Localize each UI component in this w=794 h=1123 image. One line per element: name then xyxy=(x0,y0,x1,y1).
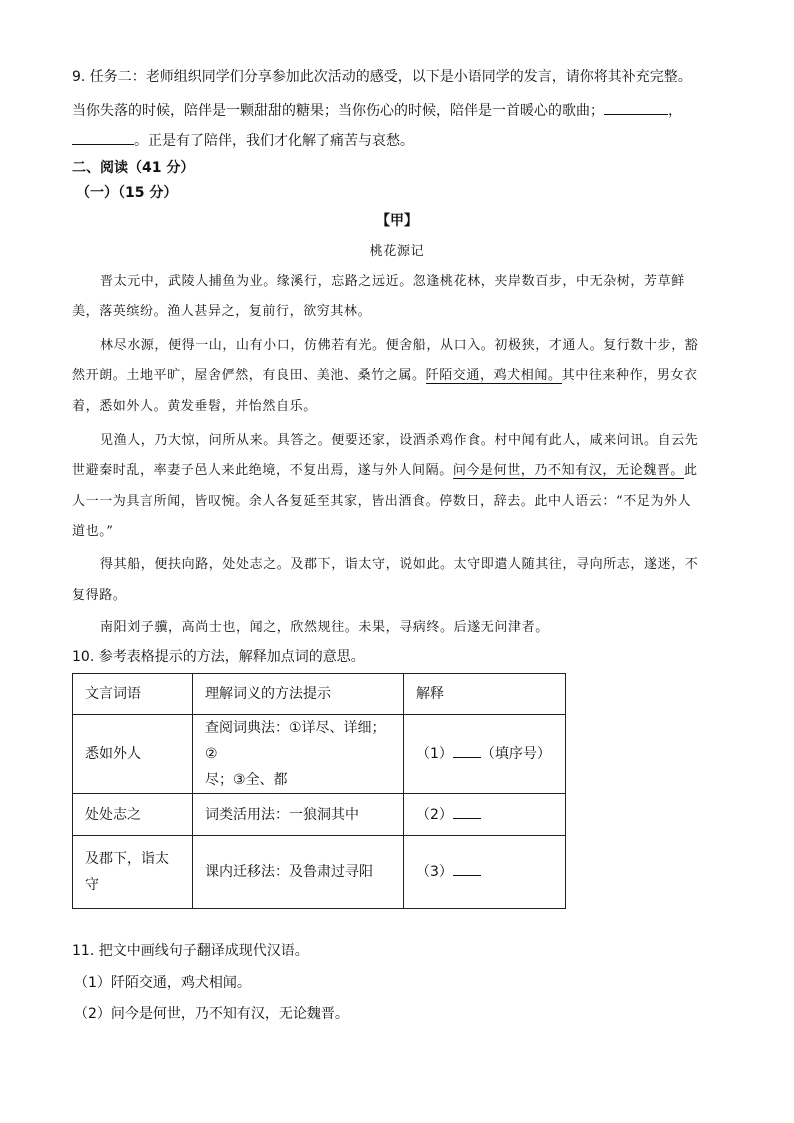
word-text: 及郡下，诣太 xyxy=(85,851,169,867)
answer-blank[interactable] xyxy=(72,131,134,145)
answer-number: （3） xyxy=(416,864,453,880)
q11-item: （2）问今是何世，乃不知有汉，无论魏晋。 xyxy=(74,1006,349,1022)
word-text: 守 xyxy=(85,877,99,893)
answer-number: （1） xyxy=(416,746,453,762)
table-row xyxy=(73,715,566,794)
table-header: 理解词义的方法提示 xyxy=(193,674,404,715)
underlined-sentence: 问今是何世，乃不知有汉，无论魏晋。 xyxy=(452,463,685,478)
passage-line: 见渔人，乃大惊，问所从来。具答之。便要还家，设酒杀鸡作食。村中闻有此人，咸来问讯。自云先 xyxy=(100,433,699,448)
table-cell-answer xyxy=(404,715,566,794)
passage-text: 此 xyxy=(684,463,698,478)
passage-line: 晋太元中，武陵人捕鱼为业。缘溪行，忘路之远近。忽逢桃花林，夹岸数百步，中无杂树，芳草鲜 xyxy=(100,274,685,289)
vocab-table xyxy=(72,673,566,909)
answer-note: （填序号） xyxy=(480,746,551,762)
passage-text: 其中往来种作，男女衣 xyxy=(561,368,698,383)
table-cell-word: 处处志之 xyxy=(73,794,193,836)
table-cell-method: 词类活用法：一狼洞其中 xyxy=(193,794,404,836)
q9-prompt: 9. 任务二：老师组织同学们分享参加此次活动的感受，以下是小语同学的发言，请你将其补充完整。 xyxy=(72,69,692,85)
subsection-heading: （一）（15 分） xyxy=(76,185,178,201)
answer-blank[interactable] xyxy=(604,101,668,115)
q11-item: （1）阡陌交通，鸡犬相闻。 xyxy=(74,975,251,991)
table-cell-method xyxy=(193,715,404,794)
section-heading: 二、阅读（41 分） xyxy=(72,160,195,176)
table-cell-answer xyxy=(404,794,566,836)
passage-line: 得其船，便扶向路，处处志之。及郡下，诣太守，说如此。太守即遣人随其往，寻向所志，遂迷，不 xyxy=(100,557,699,572)
passage-text: 然开朗。土地平旷，屋舍俨然，有良田、美池、桑竹之属。 xyxy=(72,368,426,383)
passage-line: 人一一为具言所闻，皆叹惋。余人各复延至其家，皆出酒食。停数日，辞去。此中人语云：“不足为外人 xyxy=(72,494,692,509)
passage-text: 世避秦时乱，率妻子邑人来此绝境，不复出焉，遂与外人间隔。 xyxy=(72,463,453,478)
passage-line: 林尽水源，便得一山，山有小口，仿佛若有光。便舍船，从口入。初极狭，才通人。复行数十步，豁 xyxy=(100,338,699,353)
q9-sentence-line xyxy=(72,101,682,120)
q9-sentence-end: 。正是有了陪伴，我们才化解了痛苦与哀愁。 xyxy=(134,133,414,149)
answer-blank[interactable] xyxy=(453,862,481,876)
answer-number: （2） xyxy=(416,806,453,823)
q11-prompt: 11. 把文中画线句子翻译成现代汉语。 xyxy=(72,943,309,959)
passage-line: 美，落英缤纷。渔人甚异之，复前行，欲穷其林。 xyxy=(72,304,372,319)
answer-blank[interactable] xyxy=(453,805,481,819)
passage-line xyxy=(72,367,698,385)
table-cell-method: 课内迁移法：及鲁肃过寻阳 xyxy=(193,836,404,909)
table-header: 解释 xyxy=(404,674,566,715)
table-cell-answer xyxy=(404,836,566,909)
q9-sentence-line-2 xyxy=(72,131,414,150)
table-row xyxy=(73,836,566,909)
passage-line: 道也。” xyxy=(72,524,114,539)
passage-line xyxy=(72,462,698,480)
table-row xyxy=(73,794,566,836)
table-header: 文言词语 xyxy=(73,674,193,715)
passage-line: 着，悉如外人。黄发垂髫，并怡然自乐。 xyxy=(72,399,317,414)
table-cell-word: 悉如外人 xyxy=(73,715,193,794)
q10-prompt: 10. 参考表格提示的方法，解释加点词的意思。 xyxy=(72,649,365,665)
q9-sentence-text: 当你失落的时候，陪伴是一颗甜甜的糖果；当你伤心的时候，陪伴是一首暖心的歌曲； xyxy=(72,103,604,119)
answer-blank[interactable] xyxy=(453,744,481,758)
table-cell-word xyxy=(73,836,193,909)
passage-line: 复得路。 xyxy=(72,588,127,603)
method-text: 查阅词典法：①详尽、详细；② xyxy=(205,720,386,762)
passage-label: 【甲】 xyxy=(376,213,418,229)
method-text: 尽；③全、都 xyxy=(205,772,288,788)
table-header-row xyxy=(73,674,566,715)
q9-comma: ， xyxy=(668,103,682,119)
underlined-sentence: 阡陌交通，鸡犬相闻。 xyxy=(425,368,562,383)
passage-line: 南阳刘子骥，高尚士也，闻之，欣然规往。未果，寻病终。后遂无问津者。 xyxy=(100,620,549,635)
passage-title: 桃花源记 xyxy=(369,244,425,259)
